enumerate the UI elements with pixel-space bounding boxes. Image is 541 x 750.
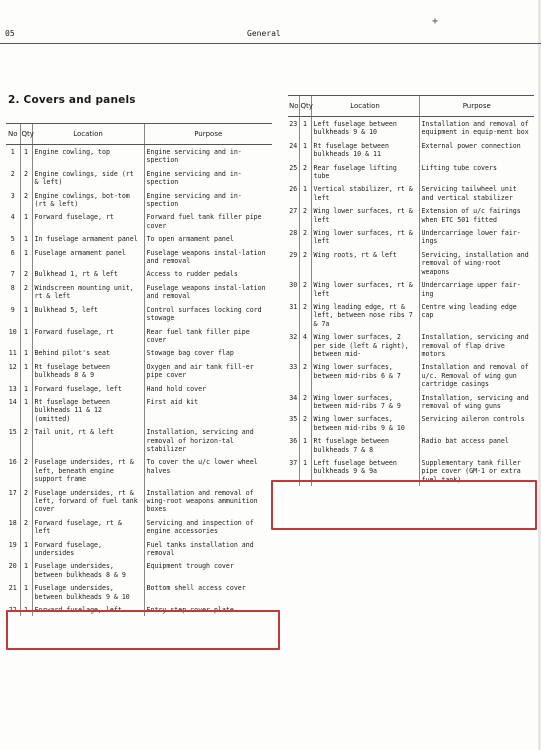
row-purpose: Lifting tube covers: [419, 161, 534, 183]
row-location: Wing lower surfaces, rt & left: [311, 226, 419, 248]
row-quantity: 1: [20, 538, 32, 560]
covers-table-left: [6, 123, 272, 616]
row-number: 17: [8, 488, 17, 497]
row-quantity: 2: [20, 281, 32, 303]
page-title: General: [247, 29, 281, 38]
row-purpose: Servicing aileron controls: [419, 412, 534, 434]
row-location: Fuselage undersides, between bulkheads 9 & 10: [32, 581, 144, 603]
row-number: 5: [10, 235, 15, 244]
row-purpose: Entry step cover plate: [144, 603, 272, 616]
row-number: 12: [8, 362, 17, 371]
row-quantity: 1: [20, 382, 32, 395]
row-number: 37: [289, 459, 298, 467]
row-number: 19: [8, 540, 17, 549]
row-quantity: 1: [20, 603, 32, 616]
row-purpose: Installation and removal of u/c. Removal of wing gun cartridge casings: [419, 360, 534, 390]
row-number: 20: [8, 562, 17, 571]
row-location: Wing lower surfaces, 2 per side (left & right), between mid-: [311, 330, 419, 360]
row-quantity: 2: [299, 391, 311, 413]
row-number: 15: [8, 428, 17, 437]
row-number: 33: [289, 363, 298, 372]
row-quantity: 2: [299, 161, 311, 183]
row-quantity: 1: [20, 559, 32, 581]
row-purpose: Forward fuel tank filler pipe cover: [144, 210, 272, 232]
row-location: Engine cowlings, side (rt & left): [32, 167, 144, 189]
row-purpose: Engine servicing and in-spection: [144, 167, 272, 189]
row-quantity: 2: [20, 425, 32, 455]
highlight-box-row-21: [6, 610, 280, 650]
row-location: Engine cowlings, bot-tom (rt & left): [32, 189, 144, 211]
row-quantity: 1: [299, 139, 311, 161]
row-quantity: 1: [20, 325, 32, 347]
column-header-no: No: [6, 124, 20, 145]
row-location: Bulkhead 5, left: [32, 303, 144, 325]
row-purpose: Stowage bag cover flap: [144, 346, 272, 359]
row-location: Forward fuselage, left: [32, 603, 144, 616]
table-row: [6, 382, 272, 395]
row-number: 24: [289, 141, 298, 150]
row-location: Left fuselage between bulkheads 9 & 9a: [311, 456, 419, 486]
row-location: Wing lower surfaces, between mid-ribs 9 & 10: [311, 412, 419, 434]
header-rule: [0, 43, 541, 44]
row-location: Rt fuselage between bulkheads 8 & 9: [32, 360, 144, 382]
row-quantity: 1: [20, 210, 32, 232]
column-header-purpose: Purpose: [419, 96, 534, 117]
row-number: 32: [289, 333, 298, 342]
row-number: 36: [289, 437, 298, 446]
row-purpose: Engine servicing and in-spection: [144, 145, 272, 167]
row-quantity: 1: [299, 182, 311, 204]
row-location: Wing leading edge, rt & left, between nose ribs 7 & 7a: [311, 300, 419, 330]
row-purpose: Oxygen and air tank fill-er pipe cover: [144, 360, 272, 382]
row-quantity: 1: [20, 360, 32, 382]
row-location: Forward fuselage, rt: [32, 325, 144, 347]
table-row: [288, 330, 534, 360]
row-number: 13: [8, 384, 17, 393]
row-purpose: External power connection: [419, 139, 534, 161]
corner-mark: +: [432, 16, 439, 27]
row-location: Windscreen mounting unit, rt & left: [32, 281, 144, 303]
table-row: [288, 278, 534, 300]
column-header-location: Location: [32, 124, 144, 145]
table-row: [288, 248, 534, 278]
row-purpose: Installation, servicing and removal of flap drive motors: [419, 330, 534, 360]
table-row: [6, 325, 272, 347]
row-number: 35: [289, 415, 298, 424]
table-row: [6, 145, 272, 167]
page-number: 05: [5, 29, 15, 38]
row-number: 21: [8, 584, 17, 593]
row-purpose: Centre wing leading edge cap: [419, 300, 534, 330]
row-quantity: 1: [20, 395, 32, 425]
row-location: In fuselage armament panel: [32, 232, 144, 245]
row-location: Rt fuselage between bulkheads 7 & 8: [311, 434, 419, 456]
table-row: [288, 182, 534, 204]
row-purpose: Undercarriage lower fair-ings: [419, 226, 534, 248]
row-location: Forward fuselage, rt & left: [32, 516, 144, 538]
table-row: [288, 139, 534, 161]
row-location: Wing lower surfaces, rt & left: [311, 278, 419, 300]
row-quantity: 2: [20, 486, 32, 516]
row-location: Fuselage armament panel: [32, 246, 144, 268]
row-purpose: To cover the u/c lower wheel halves: [144, 455, 272, 485]
table-row: [6, 455, 272, 485]
row-quantity: 2: [20, 455, 32, 485]
row-quantity: 4: [299, 330, 311, 360]
row-location: Wing lower surfaces, between mid-ribs 7 & 9: [311, 391, 419, 413]
covers-table-right: [288, 95, 534, 486]
column-header-no: No: [288, 96, 299, 117]
row-number: 22: [8, 606, 17, 615]
section-heading: 2. Covers and panels: [8, 94, 136, 106]
row-number: 2: [10, 169, 15, 178]
row-number: 4: [10, 213, 15, 222]
row-number: 16: [8, 458, 17, 467]
table-row: [6, 538, 272, 560]
row-number: 18: [8, 518, 17, 527]
row-purpose: Installation, servicing and removal of horizon-tal stabilizer: [144, 425, 272, 455]
row-location: Fuselage undersides, rt & left, beneath engine support frame: [32, 455, 144, 485]
row-location: Fuselage undersides, rt & left, forward of fuel tank cover: [32, 486, 144, 516]
table-row: [6, 486, 272, 516]
row-location: Forward fuselage, undersides: [32, 538, 144, 560]
row-quantity: 2: [299, 360, 311, 390]
row-purpose: Engine servicing and in-spection: [144, 189, 272, 211]
row-number: 31: [289, 302, 298, 311]
row-number: 29: [289, 250, 298, 259]
row-location: Rt fuselage between bulkheads 11 & 12 (omitted): [32, 395, 144, 425]
row-purpose: Fuselage weapons instal-lation and removal: [144, 246, 272, 268]
table-row: [6, 360, 272, 382]
table-row: [288, 434, 534, 456]
row-quantity: 1: [299, 117, 311, 139]
column-header-qty: Qty: [20, 124, 32, 145]
table-row: [288, 117, 534, 139]
row-quantity: 2: [299, 412, 311, 434]
column-header-purpose: Purpose: [144, 124, 272, 145]
row-number: 25: [289, 163, 298, 172]
row-quantity: 1: [299, 434, 311, 456]
row-purpose: To open armament panel: [144, 232, 272, 245]
table-row: [6, 425, 272, 455]
row-number: 8: [10, 283, 15, 292]
table-row: [6, 303, 272, 325]
row-location: Left fuselage between bulkheads 9 & 10: [311, 117, 419, 139]
row-purpose: Bottom shell access cover: [144, 581, 272, 603]
row-quantity: 2: [20, 189, 32, 211]
row-quantity: 1: [299, 456, 311, 486]
row-purpose: Equipment trough cover: [144, 559, 272, 581]
row-location: Fuselage undersides, between bulkheads 8 & 9: [32, 559, 144, 581]
table-row: [6, 581, 272, 603]
row-purpose: Installation and removal of equipment in equip-ment box: [419, 117, 534, 139]
highlight-box-row-37: [271, 480, 537, 530]
row-purpose: Extension of u/c fairings when ETC 501 fitted: [419, 204, 534, 226]
table-row: [6, 516, 272, 538]
table-row: [6, 210, 272, 232]
row-number: 1: [10, 148, 15, 156]
row-purpose: Fuselage weapons instal-lation and removal: [144, 281, 272, 303]
table-row: [6, 559, 272, 581]
row-purpose: Fuel tanks installation and removal: [144, 538, 272, 560]
row-purpose: Installation and removal of wing-root weapons ammunition boxes: [144, 486, 272, 516]
table-row: [288, 412, 534, 434]
row-number: 23: [289, 120, 298, 128]
row-number: 26: [289, 185, 298, 194]
table-row: [6, 346, 272, 359]
row-number: 28: [289, 229, 298, 238]
row-location: Forward fuselage, left: [32, 382, 144, 395]
table-row: [288, 204, 534, 226]
row-location: Forward fuselage, rt: [32, 210, 144, 232]
row-quantity: 1: [20, 581, 32, 603]
row-location: Wing lower surfaces, between mid-ribs 6 & 7: [311, 360, 419, 390]
row-purpose: Access to rudder pedals: [144, 267, 272, 280]
row-number: 11: [8, 349, 17, 358]
row-location: Wing lower surfaces, rt & left: [311, 204, 419, 226]
table-row: [288, 300, 534, 330]
row-quantity: 1: [20, 303, 32, 325]
row-number: 3: [10, 191, 15, 200]
row-quantity: 2: [20, 516, 32, 538]
row-location: Bulkhead 1, rt & left: [32, 267, 144, 280]
table-row: [288, 226, 534, 248]
row-location: Rt fuselage between bulkheads 10 & 11: [311, 139, 419, 161]
row-number: 6: [10, 248, 15, 257]
row-location: Vertical stabilizer, rt & left: [311, 182, 419, 204]
row-quantity: 2: [299, 204, 311, 226]
row-purpose: Hand hold cover: [144, 382, 272, 395]
table-row: [288, 391, 534, 413]
table-row: [6, 267, 272, 280]
table-row: [6, 281, 272, 303]
row-quantity: 1: [20, 145, 32, 167]
column-header-location: Location: [311, 96, 419, 117]
row-purpose: Control surfaces locking cord stowage: [144, 303, 272, 325]
row-quantity: 2: [299, 300, 311, 330]
row-purpose: Installation, servicing and removal of wing guns: [419, 391, 534, 413]
row-quantity: 2: [299, 226, 311, 248]
row-quantity: 1: [20, 232, 32, 245]
row-quantity: 1: [20, 246, 32, 268]
row-location: Rear fuselage lifting tube: [311, 161, 419, 183]
row-quantity: 2: [20, 267, 32, 280]
row-number: 34: [289, 393, 298, 402]
row-purpose: Undercarriage upper fair-ing: [419, 278, 534, 300]
table-row: [6, 246, 272, 268]
row-number: 14: [8, 397, 17, 406]
row-purpose: First aid kit: [144, 395, 272, 425]
row-quantity: 2: [299, 278, 311, 300]
table-row: [288, 360, 534, 390]
table-row: [6, 232, 272, 245]
row-number: 10: [8, 327, 17, 336]
row-number: 7: [10, 270, 15, 279]
row-quantity: 2: [20, 167, 32, 189]
row-number: 9: [10, 305, 15, 314]
row-location: Wing roots, rt & left: [311, 248, 419, 278]
column-header-qty: Qty: [299, 96, 311, 117]
row-location: Behind pilot's seat: [32, 346, 144, 359]
row-location: Tail unit, rt & left: [32, 425, 144, 455]
row-purpose: Servicing, installation and removal of wing-root weapons: [419, 248, 534, 278]
row-purpose: Supplementary tank filler pipe cover (GM-1 or extra fuel tank): [419, 456, 534, 486]
row-purpose: Radio bat access panel: [419, 434, 534, 456]
table-row: [6, 167, 272, 189]
row-purpose: Rear fuel tank filler pipe cover: [144, 325, 272, 347]
row-purpose: Servicing tailwheel unit and vertical stabilizer: [419, 182, 534, 204]
row-quantity: 2: [299, 248, 311, 278]
table-row: [288, 161, 534, 183]
row-purpose: Servicing and inspection of engine accessories: [144, 516, 272, 538]
row-number: 27: [289, 207, 298, 216]
row-quantity: 1: [20, 346, 32, 359]
table-row: [6, 189, 272, 211]
row-location: Engine cowling, top: [32, 145, 144, 167]
row-number: 30: [289, 281, 298, 290]
table-row: [6, 395, 272, 425]
